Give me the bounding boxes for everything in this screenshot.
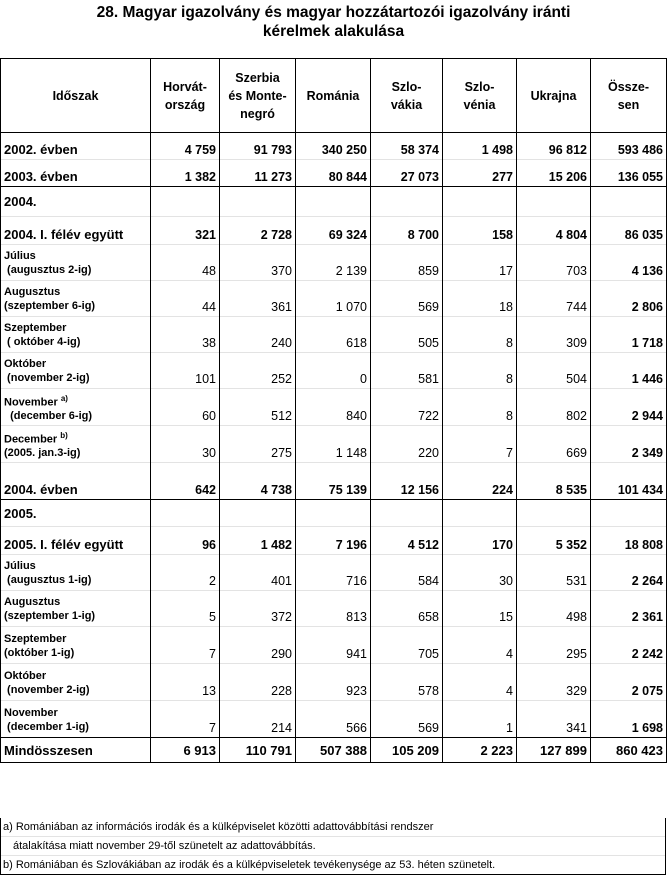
value-cell: 252 — [220, 353, 296, 389]
header-column: Ukrajna — [517, 59, 591, 133]
value-cell: 228 — [220, 664, 296, 701]
table-row — [1, 555, 667, 591]
total-cell: 2 349 — [591, 426, 667, 463]
period-label: 2004. évben — [1, 463, 151, 500]
value-cell: 1 482 — [220, 527, 296, 555]
footnote-marker: a) — [60, 393, 68, 403]
value-cell: 60 — [151, 389, 220, 426]
period-label: 2005. I. félév együtt — [1, 527, 151, 555]
period-range: (augusztus 1-ig) — [4, 574, 92, 586]
table-row — [1, 664, 667, 701]
value-cell: 859 — [371, 245, 443, 281]
value-cell: 1 498 — [443, 133, 517, 160]
period-label — [1, 555, 151, 591]
period-label — [1, 245, 151, 281]
value-cell: 38 — [151, 317, 220, 353]
data-table — [0, 58, 667, 763]
value-cell: 7 196 — [296, 527, 371, 555]
period-range: (október 1-ig) — [4, 646, 75, 659]
table-row — [1, 281, 667, 317]
value-cell: 584 — [371, 555, 443, 591]
value-cell — [220, 187, 296, 217]
title-line-2: kérelmek alakulása — [262, 23, 405, 40]
period-name: Szeptember — [4, 322, 67, 334]
period-label: Mindösszesen — [1, 738, 151, 763]
value-cell: 4 738 — [220, 463, 296, 500]
period-label — [1, 591, 151, 627]
value-cell: 569 — [371, 281, 443, 317]
value-cell: 240 — [220, 317, 296, 353]
total-cell: 2 242 — [591, 627, 667, 664]
table-row — [1, 217, 667, 245]
value-cell: 566 — [296, 701, 371, 738]
total-cell: 2 075 — [591, 664, 667, 701]
total-cell: 1 698 — [591, 701, 667, 738]
value-cell — [443, 187, 517, 217]
period-range: ( október 4-ig) — [4, 336, 81, 348]
total-cell: 860 423 — [591, 738, 667, 763]
table-row — [1, 627, 667, 664]
value-cell — [371, 187, 443, 217]
header-column: Szlo- vénia — [443, 59, 517, 133]
period-name: November — [4, 396, 61, 409]
total-cell: 2 361 — [591, 591, 667, 627]
value-cell: 341 — [517, 701, 591, 738]
value-cell: 618 — [296, 317, 371, 353]
value-cell: 2 223 — [443, 738, 517, 763]
value-cell: 1 070 — [296, 281, 371, 317]
table-row — [1, 389, 667, 426]
table-row — [1, 160, 667, 187]
value-cell: 8 700 — [371, 217, 443, 245]
value-cell — [443, 500, 517, 527]
value-cell: 80 844 — [296, 160, 371, 187]
value-cell: 669 — [517, 426, 591, 463]
total-cell: 18 808 — [591, 527, 667, 555]
value-cell: 1 382 — [151, 160, 220, 187]
total-cell — [591, 187, 667, 217]
value-cell: 504 — [517, 353, 591, 389]
value-cell: 15 — [443, 591, 517, 627]
period-label — [1, 426, 151, 463]
value-cell: 372 — [220, 591, 296, 627]
footnote-marker: b) — [60, 430, 68, 440]
table-row — [1, 527, 667, 555]
value-cell: 7 — [151, 627, 220, 664]
value-cell: 7 — [443, 426, 517, 463]
period-range: (szeptember 6-ig) — [4, 300, 96, 312]
period-label — [1, 701, 151, 738]
table-row — [1, 591, 667, 627]
period-label: 2004. — [1, 187, 151, 217]
value-cell: 8 — [443, 317, 517, 353]
period-name: December — [4, 433, 61, 446]
border-right — [665, 818, 666, 874]
value-cell: 703 — [517, 245, 591, 281]
value-cell — [517, 500, 591, 527]
value-cell: 578 — [371, 664, 443, 701]
value-cell: 290 — [220, 627, 296, 664]
period-name: Augusztus — [4, 286, 61, 298]
header-column: Szlo- vákia — [371, 59, 443, 133]
header-period: Időszak — [1, 59, 151, 133]
value-cell: 275 — [220, 426, 296, 463]
table-row — [1, 317, 667, 353]
table-row — [1, 187, 667, 217]
value-cell: 813 — [296, 591, 371, 627]
period-range: (december 6-ig) — [4, 410, 93, 423]
value-cell: 158 — [443, 217, 517, 245]
value-cell: 321 — [151, 217, 220, 245]
period-label — [1, 353, 151, 389]
period-label: 2002. évben — [1, 133, 151, 160]
period-name: Július — [4, 560, 36, 572]
value-cell: 30 — [151, 426, 220, 463]
value-cell: 401 — [220, 555, 296, 591]
period-label: 2003. évben — [1, 160, 151, 187]
period-label — [1, 627, 151, 664]
value-cell: 5 — [151, 591, 220, 627]
value-cell: 69 324 — [296, 217, 371, 245]
value-cell: 44 — [151, 281, 220, 317]
value-cell: 340 250 — [296, 133, 371, 160]
value-cell: 30 — [443, 555, 517, 591]
table-row — [1, 500, 667, 527]
value-cell: 507 388 — [296, 738, 371, 763]
value-cell: 716 — [296, 555, 371, 591]
value-cell: 110 791 — [220, 738, 296, 763]
value-cell: 13 — [151, 664, 220, 701]
period-label — [1, 281, 151, 317]
value-cell: 569 — [371, 701, 443, 738]
value-cell: 8 — [443, 353, 517, 389]
period-label — [1, 389, 151, 426]
total-cell: 1 718 — [591, 317, 667, 353]
value-cell: 531 — [517, 555, 591, 591]
value-cell: 12 156 — [371, 463, 443, 500]
table-title — [0, 3, 667, 41]
border-left — [0, 818, 1, 874]
value-cell: 11 273 — [220, 160, 296, 187]
footnotes — [0, 818, 666, 875]
value-cell — [220, 500, 296, 527]
value-cell: 370 — [220, 245, 296, 281]
table-row — [1, 738, 667, 763]
value-cell: 2 139 — [296, 245, 371, 281]
value-cell: 91 793 — [220, 133, 296, 160]
value-cell: 96 — [151, 527, 220, 555]
value-cell — [371, 500, 443, 527]
period-name: November — [4, 706, 58, 719]
value-cell — [151, 500, 220, 527]
value-cell: 4 804 — [517, 217, 591, 245]
value-cell: 96 812 — [517, 133, 591, 160]
title-line-1: 28. Magyar igazolvány és magyar hozzátartozói igazolvány iránti — [96, 4, 571, 21]
value-cell: 224 — [443, 463, 517, 500]
value-cell: 4 759 — [151, 133, 220, 160]
header-column: Szerbia és Monte- negró — [220, 59, 296, 133]
footnote-a: a) Romániában az információs irodák és a külképviselet közötti adattovábbítási rendszer — [0, 818, 666, 837]
value-cell: 722 — [371, 389, 443, 426]
value-cell: 0 — [296, 353, 371, 389]
total-cell: 136 055 — [591, 160, 667, 187]
value-cell: 923 — [296, 664, 371, 701]
value-cell — [151, 187, 220, 217]
value-cell: 7 — [151, 701, 220, 738]
value-cell: 1 148 — [296, 426, 371, 463]
value-cell: 512 — [220, 389, 296, 426]
period-name: Augusztus — [4, 596, 61, 608]
total-cell: 593 486 — [591, 133, 667, 160]
value-cell: 6 913 — [151, 738, 220, 763]
value-cell: 4 — [443, 627, 517, 664]
header-row — [1, 59, 667, 133]
value-cell: 2 728 — [220, 217, 296, 245]
value-cell: 941 — [296, 627, 371, 664]
value-cell: 295 — [517, 627, 591, 664]
value-cell: 8 535 — [517, 463, 591, 500]
table-row — [1, 353, 667, 389]
value-cell: 214 — [220, 701, 296, 738]
value-cell: 277 — [443, 160, 517, 187]
value-cell: 220 — [371, 426, 443, 463]
value-cell: 2 — [151, 555, 220, 591]
value-cell — [296, 500, 371, 527]
period-label: 2005. — [1, 500, 151, 527]
total-cell: 86 035 — [591, 217, 667, 245]
period-range: (december 1-ig) — [4, 720, 89, 733]
period-name: Október — [4, 358, 47, 370]
header-column: Össze- sen — [591, 59, 667, 133]
value-cell: 170 — [443, 527, 517, 555]
table-row — [1, 245, 667, 281]
value-cell: 1 — [443, 701, 517, 738]
value-cell: 18 — [443, 281, 517, 317]
value-cell: 705 — [371, 627, 443, 664]
value-cell: 505 — [371, 317, 443, 353]
value-cell: 802 — [517, 389, 591, 426]
value-cell — [517, 187, 591, 217]
value-cell: 5 352 — [517, 527, 591, 555]
period-name: Július — [4, 250, 36, 262]
period-name: Szeptember — [4, 632, 67, 645]
value-cell: 15 206 — [517, 160, 591, 187]
value-cell: 329 — [517, 664, 591, 701]
footnote-b: b) Romániában és Szlovákiában az irodák és a külképviseletek tevékenysége az 53. héten szünetelt. — [0, 856, 666, 875]
value-cell: 744 — [517, 281, 591, 317]
value-cell: 309 — [517, 317, 591, 353]
period-range: (november 2-ig) — [4, 372, 90, 384]
value-cell: 17 — [443, 245, 517, 281]
value-cell: 581 — [371, 353, 443, 389]
value-cell: 58 374 — [371, 133, 443, 160]
period-label: 2004. I. félév együtt — [1, 217, 151, 245]
header-column: Románia — [296, 59, 371, 133]
total-cell: 101 434 — [591, 463, 667, 500]
table-row — [1, 133, 667, 160]
value-cell: 27 073 — [371, 160, 443, 187]
header-column: Horvát- ország — [151, 59, 220, 133]
value-cell: 101 — [151, 353, 220, 389]
value-cell — [296, 187, 371, 217]
total-cell: 4 136 — [591, 245, 667, 281]
table-row — [1, 463, 667, 500]
value-cell: 658 — [371, 591, 443, 627]
total-cell — [591, 500, 667, 527]
period-range: (augusztus 2-ig) — [4, 264, 92, 276]
period-label — [1, 664, 151, 701]
total-cell: 2 944 — [591, 389, 667, 426]
period-label — [1, 317, 151, 353]
value-cell: 4 512 — [371, 527, 443, 555]
value-cell: 361 — [220, 281, 296, 317]
total-cell: 2 806 — [591, 281, 667, 317]
total-cell: 1 446 — [591, 353, 667, 389]
value-cell: 127 899 — [517, 738, 591, 763]
value-cell: 498 — [517, 591, 591, 627]
total-cell: 2 264 — [591, 555, 667, 591]
period-range: (szeptember 1-ig) — [4, 610, 96, 622]
period-name: Október — [4, 669, 47, 682]
period-range: (november 2-ig) — [4, 683, 90, 696]
value-cell: 642 — [151, 463, 220, 500]
period-range: (2005. jan.3-ig) — [4, 447, 81, 460]
table-row — [1, 426, 667, 463]
value-cell: 840 — [296, 389, 371, 426]
value-cell: 4 — [443, 664, 517, 701]
value-cell: 48 — [151, 245, 220, 281]
value-cell: 75 139 — [296, 463, 371, 500]
table-body — [1, 133, 667, 763]
value-cell: 8 — [443, 389, 517, 426]
footnote-a-continued: átalakítása miatt november 29-től szünetelt az adattovábbítás. — [0, 837, 666, 856]
value-cell: 105 209 — [371, 738, 443, 763]
table-row — [1, 701, 667, 738]
